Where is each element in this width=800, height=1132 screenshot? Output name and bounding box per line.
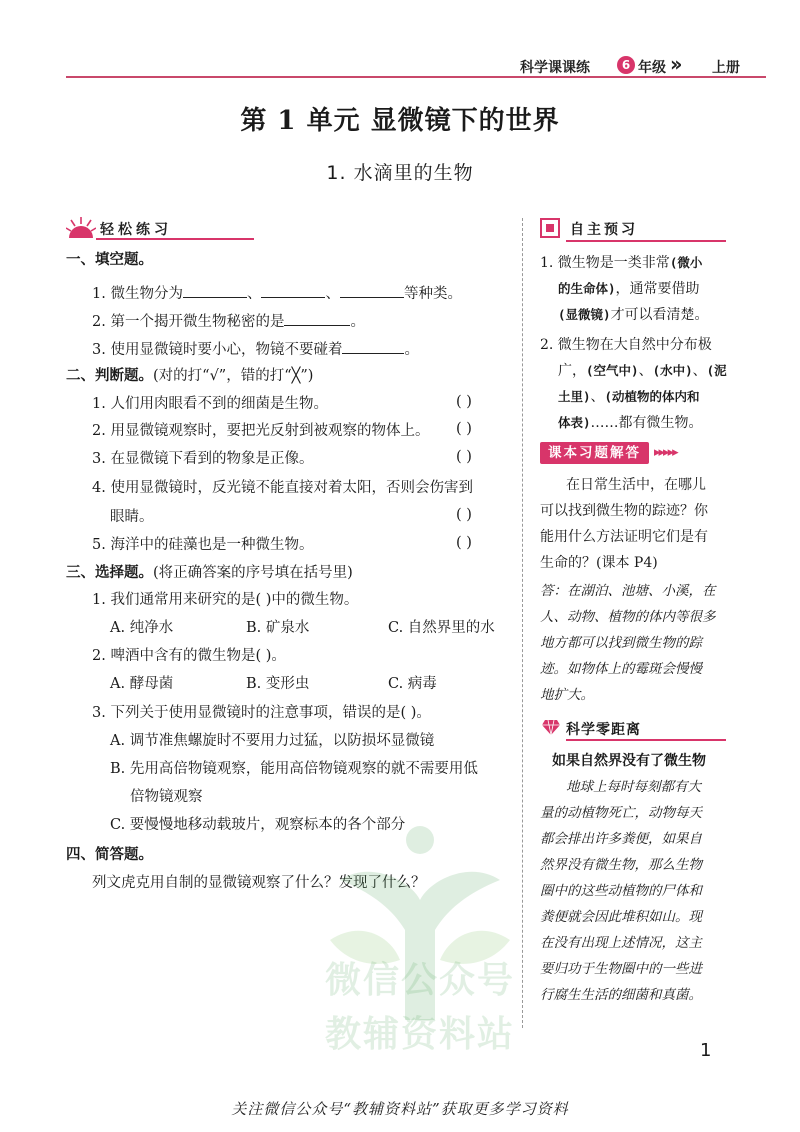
answer-paren: ( ) xyxy=(456,507,472,523)
answer-paren: ( ) xyxy=(456,394,472,410)
fill-question-1: 1. 微生物分为 、 、 等种类。 xyxy=(92,282,462,304)
section-heading: 一、填空题。 xyxy=(66,252,153,268)
option-a: A. 纯净水 xyxy=(110,620,174,636)
header-grade-word: 年级 xyxy=(638,60,666,76)
option-b-cont: 倍物镜观察 xyxy=(130,789,203,805)
judge-item-3: 3. 在显微镜下看到的物象是正像。 xyxy=(92,451,314,467)
chevron-right-icon: ›› xyxy=(670,52,679,76)
judge-item-5: 5. 海洋中的硅藻也是一种微生物。 xyxy=(92,537,314,553)
answers-badge-label: 课本习题解答 xyxy=(540,442,649,464)
section-heading-choice: 三、选择题。(将正确答案的序号填在括号里) xyxy=(66,565,353,581)
choice-question-1: 1. 我们通常用来研究的是( )中的微生物。 xyxy=(92,592,359,608)
badge-underline xyxy=(96,238,254,240)
option-b: B. 先用高倍物镜观察，能用高倍物镜观察的就不需要用低 xyxy=(110,761,478,777)
preview-item-2: 2. 微生物在大自然中分布极 广，(空气中)、(水中)、(泥 土里)、(动植物的体内和 体表)……都有微生物。 xyxy=(540,337,727,431)
distance-title: 如果自然界没有了微生物 xyxy=(552,753,706,769)
badge-underline xyxy=(566,739,726,741)
judge-item-2: 2. 用显微镜观察时，要把光反射到被观察的物体上。 xyxy=(92,423,430,439)
option-b: B. 矿泉水 xyxy=(246,620,310,636)
short-question: 列文虎克用自制的显微镜观察了什么？发现了什么？ xyxy=(92,875,426,891)
preview-badge xyxy=(540,216,740,242)
section-heading-short: 四、简答题。 xyxy=(66,847,153,863)
option-c: C. 病毒 xyxy=(388,676,437,692)
option-c: C. 自然界里的水 xyxy=(388,620,495,636)
judge-item-1: 1. 人们用肉眼看不到的细菌是生物。 xyxy=(92,396,328,412)
choice-question-3: 3. 下列关于使用显微镜时的注意事项，错误的是( )。 xyxy=(92,705,431,721)
page-number: 1 xyxy=(700,1040,712,1061)
option-a: A. 酵母菌 xyxy=(110,676,174,692)
textbook-question: 在日常生活中，在哪儿 可以找到微生物的踪迹？你 能用什么方法证明它们是有 生命的？(课本 P4) xyxy=(540,477,708,571)
footer-note: 关注微信公众号“教辅资料站”获取更多学习资料 xyxy=(231,1100,569,1118)
sunburst-icon xyxy=(66,216,96,240)
answers-badge xyxy=(540,442,762,464)
header-volume: 上册 xyxy=(712,60,740,76)
answer-paren: ( ) xyxy=(456,421,472,437)
practice-badge xyxy=(66,216,196,240)
option-c: C. 要慢慢地移动载玻片，观察标本的各个部分 xyxy=(110,817,406,833)
unit-title: 第 1 单元 显微镜下的世界 xyxy=(240,106,560,136)
option-a: A. 调节准焦螺旋时不要用力过猛，以防损坏显微镜 xyxy=(110,733,435,749)
judge-item-4: 4. 使用显微镜时，反光镜不能直接对着太阳，否则会伤害到 xyxy=(92,480,473,496)
grade-badge: 6 xyxy=(617,56,635,74)
preview-item-1: 1. 微生物是一类非常(微小 的生命体)，通常要借助 (显微镜)才可以看清楚。 xyxy=(540,255,709,323)
header xyxy=(480,52,770,77)
answer-paren: ( ) xyxy=(456,535,472,551)
distance-badge xyxy=(540,716,762,740)
lesson-title: 1. 水滴里的生物 xyxy=(326,162,474,184)
section-heading-judge: 二、判断题。(对的打“√”，错的打“╳”) xyxy=(66,368,314,384)
practice-badge-label: 轻松练习 xyxy=(100,222,172,238)
textbook-answer: 答：在湖泊、池塘、小溪，在 人、动物、植物的体内等很多 地方都可以找到微生物的踪 迹。如物体上的霉斑会慢慢 地扩大。 xyxy=(540,583,716,703)
fill-question-3: 3. 使用显微镜时要小心，物镜不要碰着 。 xyxy=(92,338,419,360)
square-icon xyxy=(540,218,560,238)
watermark-text-1: 微信公众号 xyxy=(324,960,515,1001)
watermark-text-2: 教辅资料站 xyxy=(324,1014,515,1055)
answer-paren: ( ) xyxy=(456,449,472,465)
preview-badge-label: 自主预习 xyxy=(570,222,638,238)
distance-badge-label: 科学零距离 xyxy=(566,722,641,738)
arrows-icon: ▸▸▸▸▸ xyxy=(654,445,677,460)
option-b: B. 变形虫 xyxy=(246,676,310,692)
fill-question-2: 2. 第一个揭开微生物秘密的是 。 xyxy=(92,310,365,332)
gem-icon xyxy=(542,719,560,735)
header-book: 科学课课练 xyxy=(520,60,590,76)
header-rule xyxy=(66,76,766,78)
choice-question-2: 2. 啤酒中含有的微生物是( )。 xyxy=(92,648,286,664)
badge-underline xyxy=(566,240,726,242)
distance-body: 地球上每时每刻都有大 量的动植物死亡，动物每天 都会排出许多粪便，如果自 然界没有微生物，那么生物 圈中的这些动植物的尸体和 粪便就会因此堆积如山。现 在没有出现上述情况，这主 要归功于生物圈中的一些进 行腐生生活的细菌和真菌。 xyxy=(540,779,702,1003)
judge-item-4-cont: 眼睛。 xyxy=(110,509,154,525)
